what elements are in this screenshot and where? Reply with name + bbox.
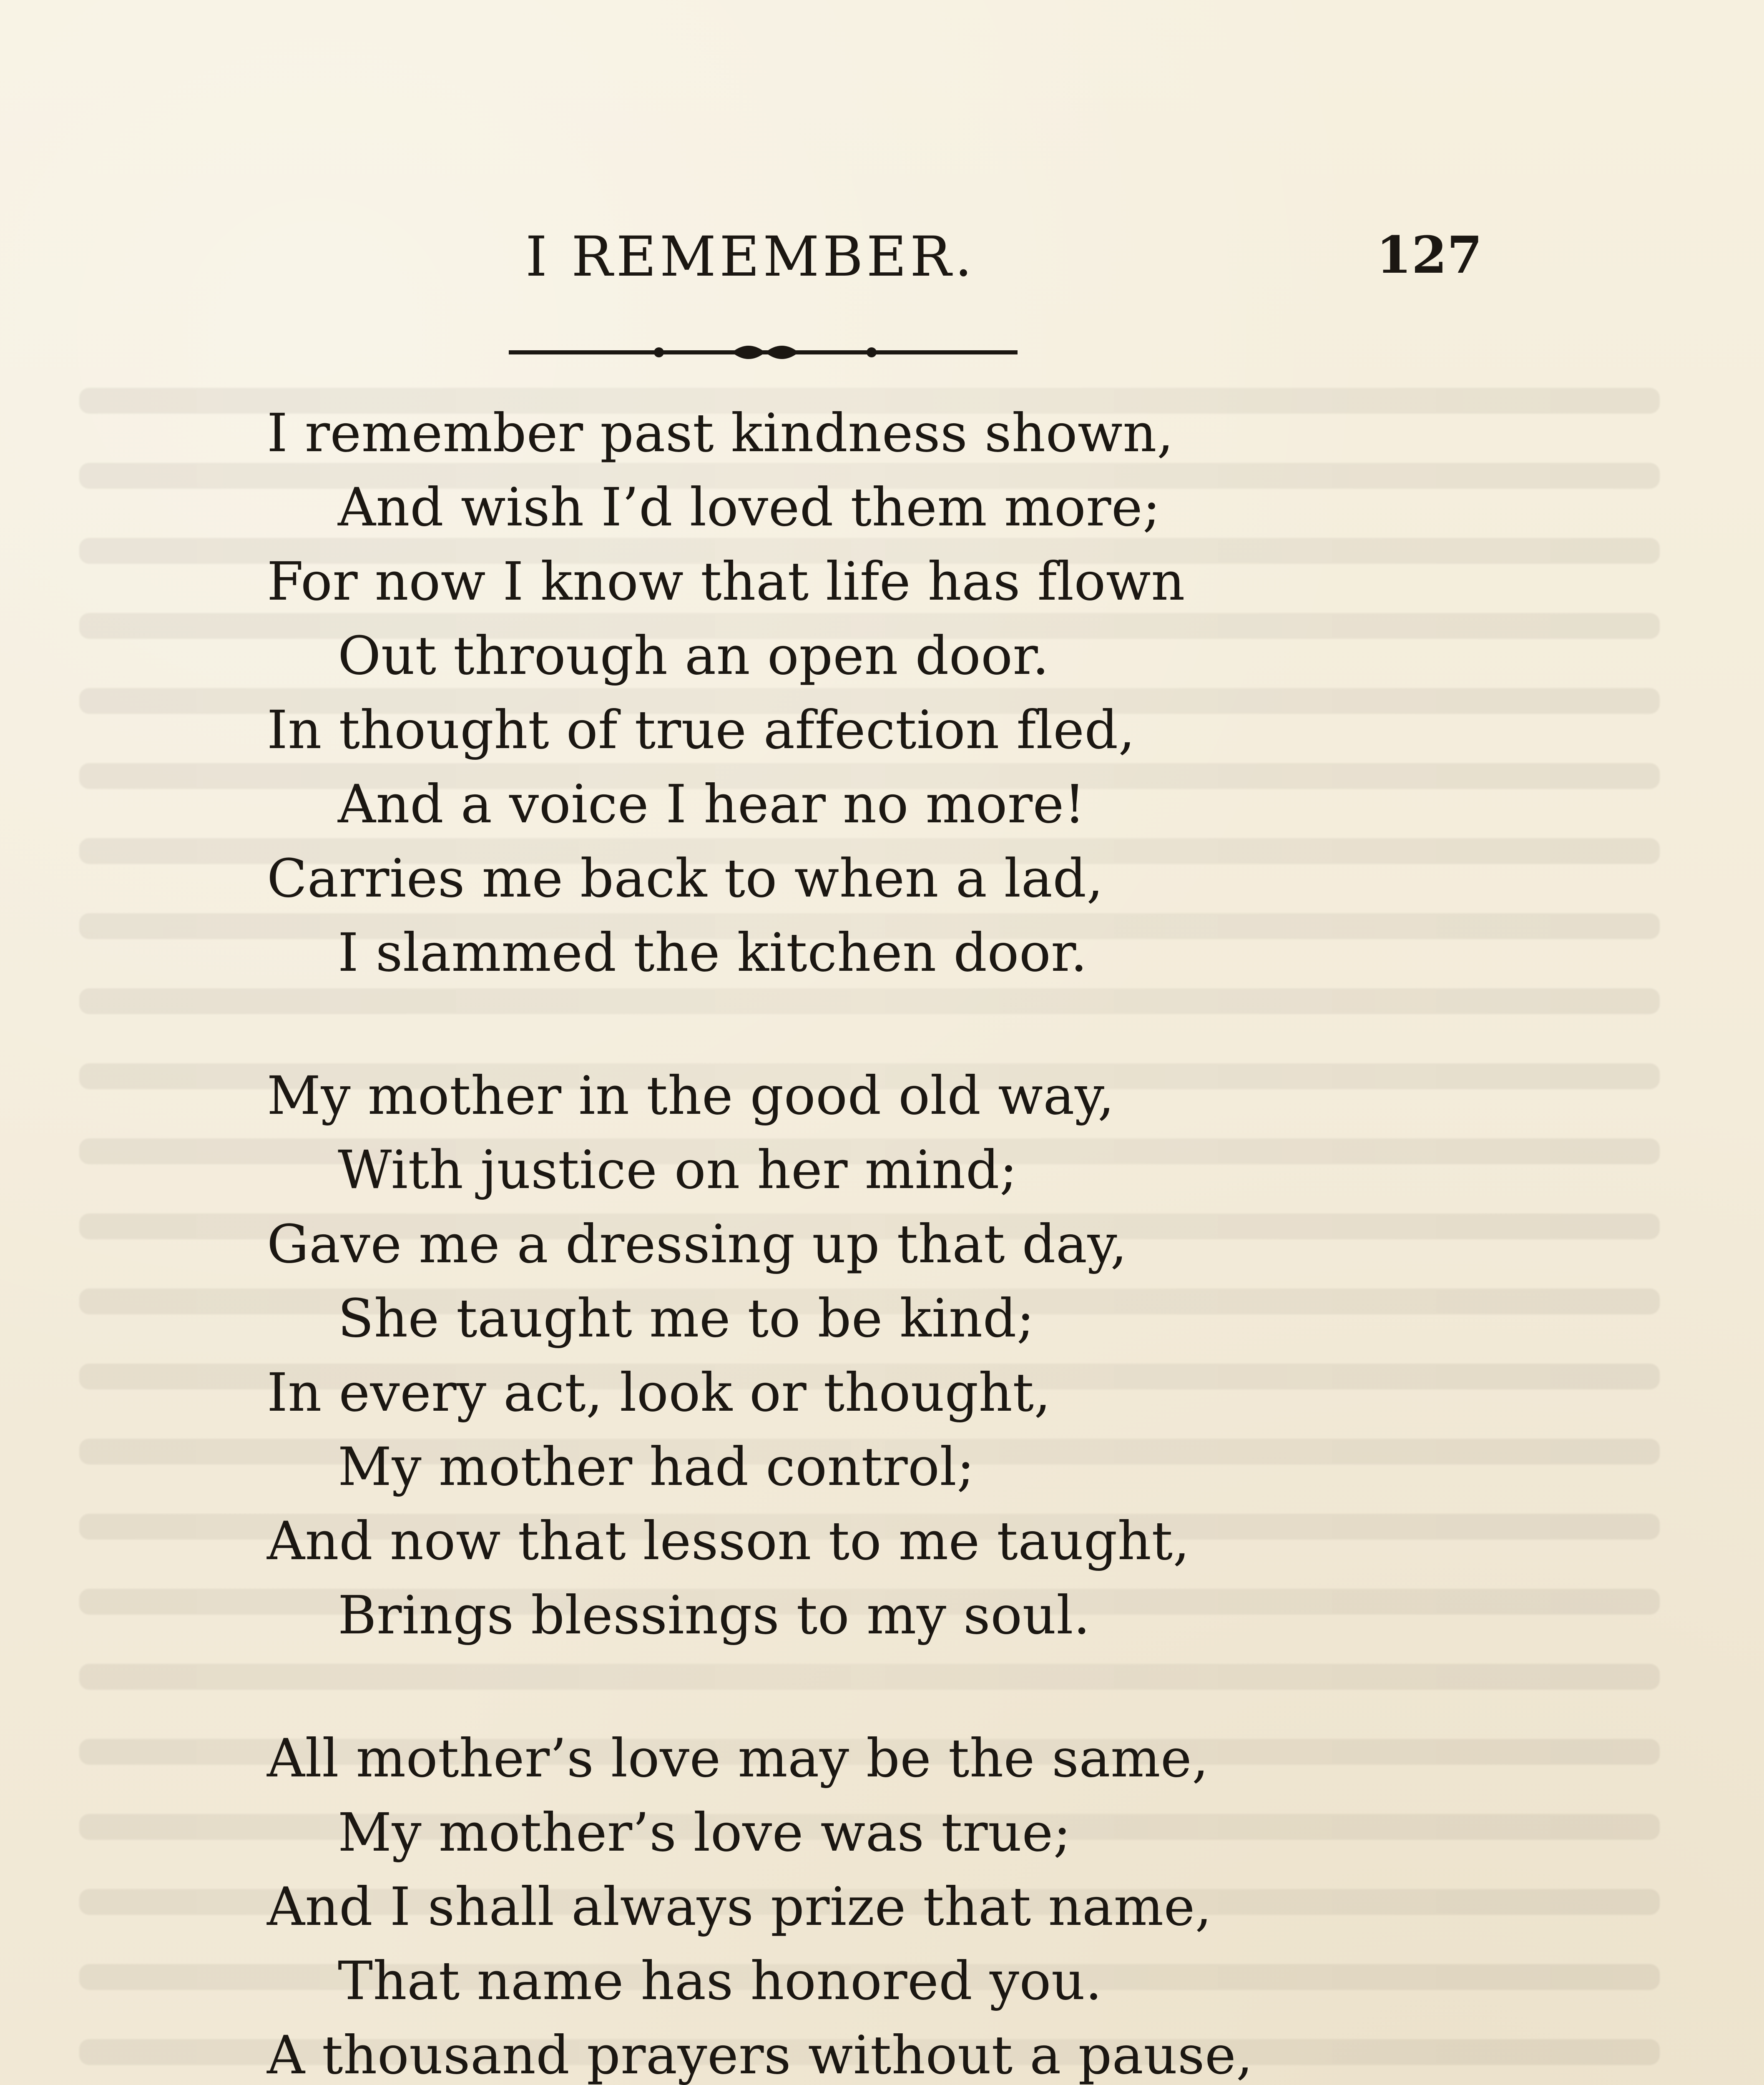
poem-line: Carries me back to when a lad, bbox=[267, 848, 1104, 909]
poem-line: My mother in the good old way, bbox=[267, 1065, 1115, 1126]
page-header bbox=[0, 225, 1764, 300]
poem-line: In thought of true affection fled, bbox=[267, 699, 1136, 761]
poem-line: And I shall always prize that name, bbox=[267, 1876, 1212, 1937]
poem-line: And a voice I hear no more! bbox=[338, 774, 1086, 835]
poem-line: In every act, look or thought, bbox=[267, 1362, 1051, 1423]
poem-line: All mother’s love may be the same, bbox=[267, 1728, 1209, 1789]
poem-line: I slammed the kitchen door. bbox=[338, 922, 1088, 983]
page-number: 127 bbox=[1376, 225, 1483, 285]
poem-line: My mother had control; bbox=[338, 1436, 975, 1497]
decorative-divider-icon bbox=[509, 327, 1018, 377]
poem-line: And wish I’d loved them more; bbox=[338, 477, 1161, 538]
poem-line: I remember past kindness shown, bbox=[267, 402, 1174, 464]
poem-line: Gave me a dressing up that day, bbox=[267, 1213, 1127, 1275]
poem-line: And now that lesson to me taught, bbox=[267, 1510, 1190, 1572]
poem-line: For now I know that life has flown bbox=[267, 551, 1185, 612]
poem-line: With justice on her mind; bbox=[338, 1139, 1018, 1201]
poem-line: That name has honored you. bbox=[338, 1950, 1103, 2012]
page-title: I REMEMBER. bbox=[525, 225, 976, 289]
poem-line: She taught me to be kind; bbox=[338, 1288, 1035, 1349]
poem bbox=[267, 396, 1393, 2085]
poem-line: My mother’s love was true; bbox=[338, 1802, 1071, 1863]
stanza-2 bbox=[267, 1059, 1393, 1653]
poem-line: A thousand prayers without a pause, bbox=[267, 2025, 1253, 2085]
stanza-3 bbox=[267, 1721, 1393, 2085]
stanza-1 bbox=[267, 396, 1393, 990]
poem-line: Brings blessings to my soul. bbox=[338, 1585, 1091, 1646]
poem-line: Out through an open door. bbox=[338, 625, 1049, 686]
